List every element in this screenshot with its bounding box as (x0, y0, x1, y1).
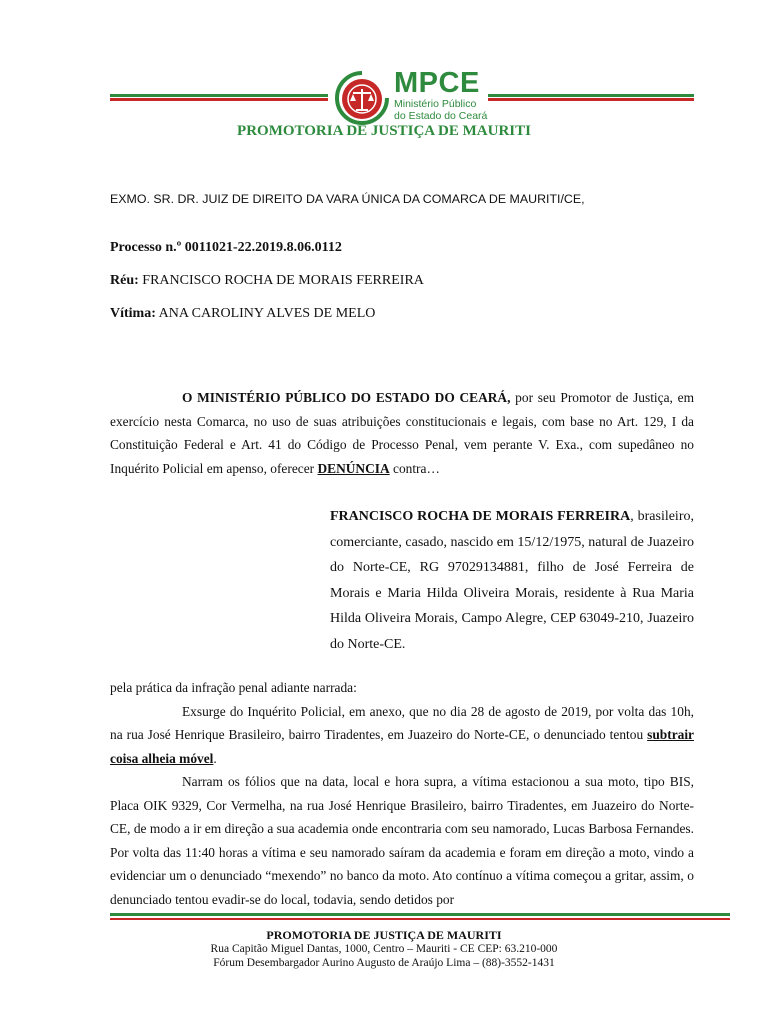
narrative-paragraph-1 (110, 700, 694, 771)
victim (110, 305, 695, 322)
accused-block (330, 504, 694, 657)
intro-emphasis: DENÚNCIA (317, 460, 390, 476)
defendant-value: FRANCISCO ROCHA DE MORAIS FERREIRA (142, 273, 424, 288)
page-title: PROMOTORIA DE JUSTIÇA DE MAURITI (237, 123, 531, 139)
process-label: Processo n.º (110, 240, 182, 255)
intro-bold-start: O MINISTÉRIO PÚBLICO DO ESTADO DO CEARÁ, (182, 390, 511, 405)
logo-subtitle-line1: Ministério Público (394, 98, 477, 110)
scales-of-justice-seal-icon (334, 70, 390, 126)
process-value: 0011021-22.2019.8.06.0112 (184, 240, 342, 255)
process-number (110, 239, 695, 256)
header-divider-green-right (488, 94, 694, 97)
footer-forum: Fórum Desembargador Aurino Augusto de Araújo Lima – (88)-3552-1431 (213, 957, 555, 969)
narrative (110, 676, 694, 911)
footer-divider-red (110, 918, 730, 920)
mpce-logo (394, 68, 487, 122)
victim-value: ANA CAROLINY ALVES DE MELO (158, 306, 376, 321)
narrative-p1-end: . (213, 750, 217, 766)
header-divider-red-right (488, 98, 694, 101)
intro-text-end: contra… (389, 460, 440, 476)
narrative-p1-text: Exsurge do Inquérito Policial, em anexo, que no dia 28 de agosto de 2019, por volta das 10h, na rua José Henrique Brasileiro, bairro Tiradentes, em Juazeiro do Norte-CE, o denunciado tentou (110, 703, 694, 742)
narrative-paragraph-2: Narram os fólios que na data, local e hora supra, a vítima estacionou a sua moto, tipo BIS, Placa OIK 9329, Cor Vermelha, na rua José Henrique Brasileiro, bairro Tiradentes, em Juazeiro do Norte-CE, de modo a ir em direção a sua academia onde encontraria com seu namorado, Lucas Barbosa Fernandes. Por volta das 11:40 horas a vítima e seu namorado saíram da academia e foram em direção a moto, vindo a evidenciar um o denunciado “mexendo” no banco da moto. Ato contínuo a vítima começou a gritar, assim, o denunciado tentou evadir-se do local, todavia, sendo detidos por (110, 774, 694, 907)
intro-paragraph (110, 386, 694, 480)
header-divider-red-left (110, 98, 328, 101)
logo-acronym: MPCE (394, 67, 480, 99)
defendant-label: Réu: (110, 273, 139, 288)
narrative-lead: pela prática da infração penal adiante narrada: (110, 680, 357, 695)
header-divider-green-left (110, 94, 328, 97)
accused-name: FRANCISCO ROCHA DE MORAIS FERREIRA (330, 509, 631, 524)
footer-divider-green (110, 913, 730, 916)
footer-address: Rua Capitão Miguel Dantas, 1000, Centro – Mauriti - CE CEP: 63.210-000 (210, 943, 558, 955)
footer-title: PROMOTORIA DE JUSTIÇA DE MAURITI (266, 928, 502, 942)
defendant (110, 272, 695, 289)
logo-subtitle-line2: do Estado do Ceará (394, 110, 488, 122)
narrative-p1-emphasis: subtrair coisa alheia móvel (110, 727, 694, 766)
victim-label: Vítima: (110, 306, 156, 321)
addressee: EXMO. SR. DR. JUIZ DE DIREITO DA VARA ÚNICA DA COMARCA DE MAURITI/CE, (110, 192, 585, 206)
intro-text: por seu Promotor de Justiça, em exercício nesta Comarca, no uso de suas atribuições constitucionais e legais, com base no Art. 129, I da Constituição Federal e Art. 41 do Código de Processo Penal, vem perante V. Exa., com supedâneo no Inquérito Policial em apenso, oferecer (110, 390, 694, 476)
accused-details: , brasileiro, comerciante, casado, nascido em 15/12/1975, natural de Juazeiro do Norte-CE, RG 97029134881, filho de José Ferreira de Morais e Maria Hilda Oliveira Morais, residente à Rua Maria Hilda Oliveira Morais, Campo Alegre, CEP 63049-210, Juazeiro do Norte-CE. (330, 509, 694, 652)
